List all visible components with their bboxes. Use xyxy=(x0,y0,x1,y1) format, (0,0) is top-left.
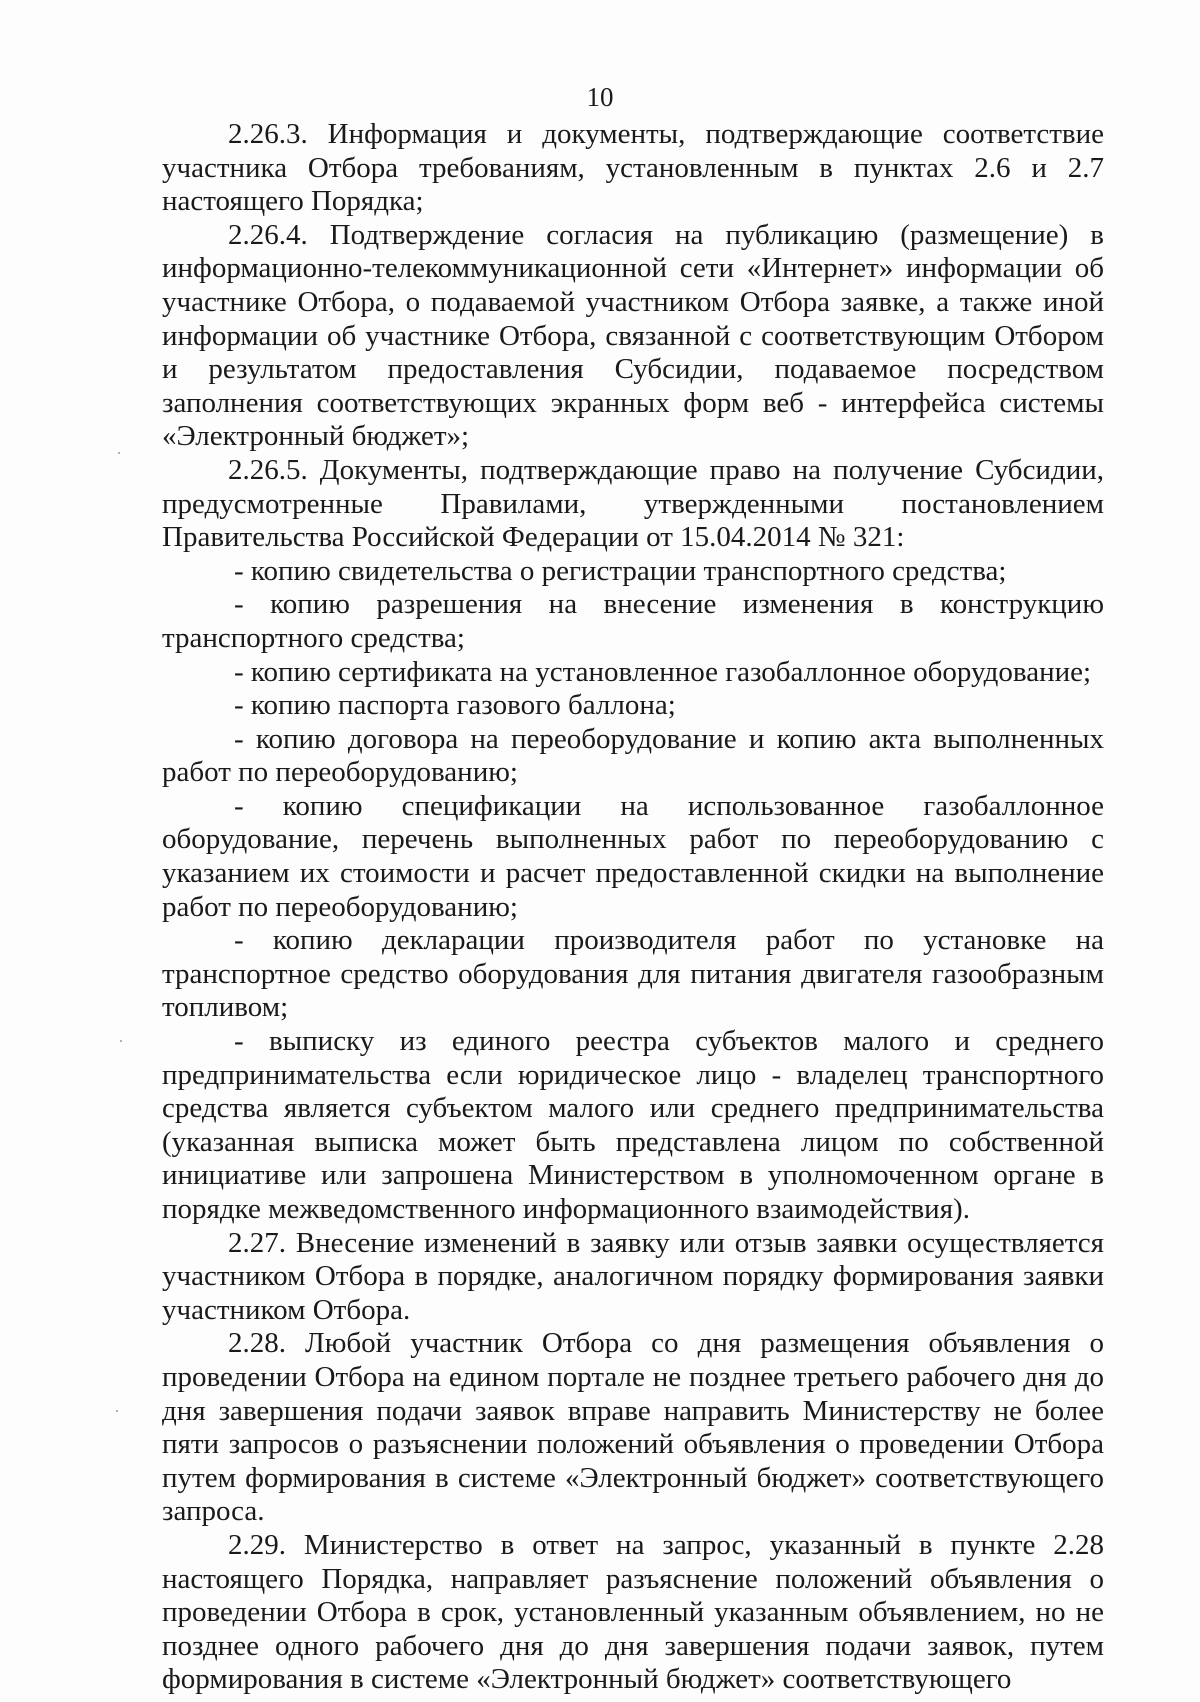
scan-speck xyxy=(120,1040,122,1042)
paragraph-2-26-4: 2.26.4. Подтверждение согласия на публикацию (размещение) в информационно-телекоммуникационной сети «Интернет» информации об участнике Отбора, о подаваемой участником Отбора заявке, а также иной информации об участнике Отбора, связанной с соответствующим Отбором и результатом предоставления Субсидии, подаваемое посредством заполнения соответствующих экранных форм веб - интерфейса системы «Электронный бюджет»; xyxy=(162,218,1104,453)
scan-speck xyxy=(116,1410,118,1412)
paragraph-2-26-3: 2.26.3. Информация и документы, подтверждающие соответствие участника Отбора требованиям, установленным в пунктах 2.6 и 2.7 настоящего Порядка; xyxy=(162,118,1104,218)
list-item: - копию паспорта газового баллона; xyxy=(234,689,676,722)
list-item: - копию договора на переоборудование и копию акта выполненных работ по переоборудованию; xyxy=(162,722,1104,789)
list-item: - копию сертификата на установленное газобаллонное оборудование; xyxy=(234,655,1092,688)
scan-speck xyxy=(118,452,120,454)
paragraph-2-26-5: 2.26.5. Документы, подтверждающие право на получение Субсидии, предусмотренные Правилами, утвержденными постановлением Правительства Российской Федерации от 15.04.2014 № 321: xyxy=(162,453,1104,554)
paragraph-2-28: 2.28. Любой участник Отбора со дня размещения объявления о проведении Отбора на едином портале не позднее третьего рабочего дня до дня завершения подачи заявок вправе направить Министерству не более пяти запросов о разъяснении положений объявления о проведении Отбора путем формирования в системе «Электронный бюджет» соответствующего запроса. xyxy=(162,1327,1104,1528)
paragraph-2-27: 2.27. Внесение изменений в заявку или отзыв заявки осуществляется участником Отбора в порядке, аналогичном порядку формирования заявки участником Отбора. xyxy=(162,1226,1104,1326)
list-item: - копию спецификации на использованное газобаллонное оборудование, перечень выполненных работ по переоборудованию с указанием их стоимости и расчет предоставленной скидки на выполнение работ по переоборудованию; xyxy=(162,789,1104,923)
list-item: - копию разрешения на внесение изменения в конструкцию транспортного средства; xyxy=(162,588,1104,654)
list-item: - выписку из единого реестра субъектов малого и среднего предпринимательства если юридическое лицо - владелец транспортного средства является субъектом малого или среднего предпринимательства (указанная выписка может быть представлена лицом по собственной инициативе или запрошена Министерством в уполномоченном органе в порядке межведомственного информационного взаимодействия). xyxy=(162,1025,1104,1225)
list-item: - копию декларации производителя работ по установке на транспортное средство оборудования для питания двигателя газообразным топливом; xyxy=(162,924,1104,1024)
paragraph-2-29: 2.29. Министерство в ответ на запрос, указанный в пункте 2.28 настоящего Порядка, направляет разъяснение положений объявления о проведении Отбора в срок, установленный указанным объявлением, но не позднее одного рабочего дня до дня завершения подачи заявок, путем формирования в системе «Электронный бюджет» соответствующего xyxy=(162,1528,1104,1696)
list-item: - копию свидетельства о регистрации транспортного средства; xyxy=(234,554,1007,587)
page-number: 10 xyxy=(586,82,614,112)
document-body xyxy=(162,118,1104,1697)
